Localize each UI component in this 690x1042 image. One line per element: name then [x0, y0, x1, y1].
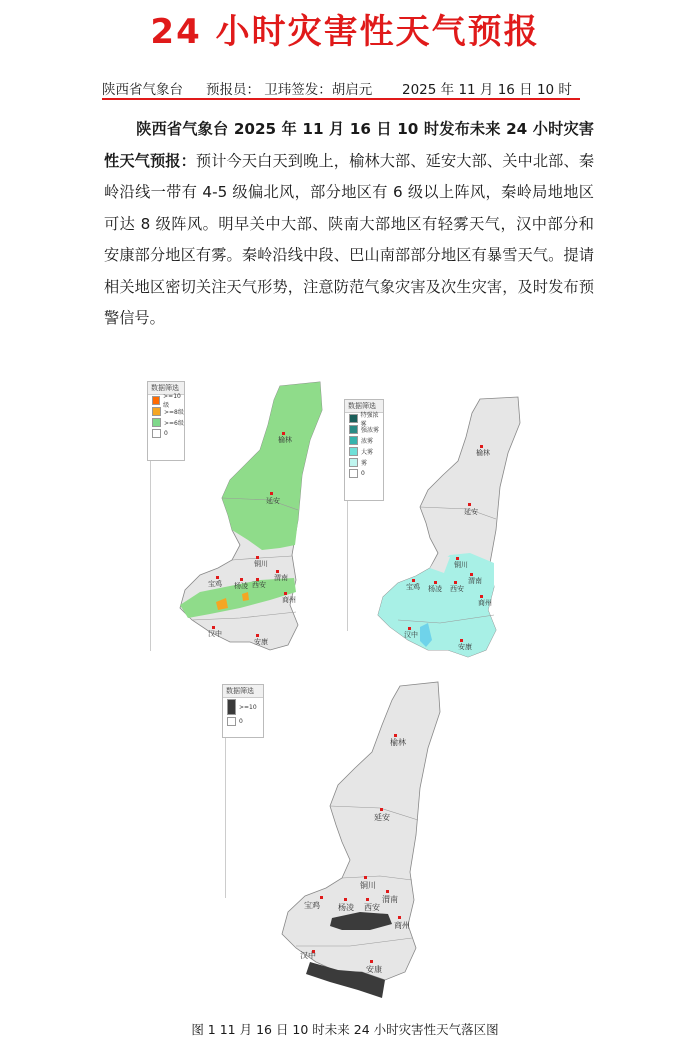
- city-label: 榆林: [476, 449, 490, 457]
- city-label: 杨凌: [338, 903, 354, 912]
- city-label: 商州: [394, 921, 410, 930]
- city-label: 商州: [282, 596, 296, 604]
- legend-item: >=10级: [148, 395, 184, 406]
- forecast-body: [104, 114, 594, 335]
- snow-legend: [222, 684, 264, 738]
- legend-swatch: [349, 447, 358, 456]
- snow-map: [270, 680, 455, 1010]
- legend-item: 浓雾: [345, 435, 383, 446]
- fog-map: [370, 395, 530, 680]
- issue-datetime: 2025 年 11 月 16 日 10 时: [402, 82, 572, 98]
- legend-swatch: [227, 699, 236, 715]
- legend-swatch: [227, 717, 236, 726]
- city-label: 西安: [252, 581, 266, 589]
- city-label: 西安: [450, 585, 464, 593]
- legend-item: 0: [345, 468, 383, 479]
- figure-caption: 图 1 11 月 16 日 10 时未来 24 小时灾害性天气落区图: [191, 1022, 499, 1037]
- city-label: 铜川: [360, 881, 376, 890]
- city-label: 杨凌: [234, 582, 248, 590]
- city-label: 汉中: [300, 951, 316, 960]
- city-label: 安康: [366, 965, 382, 974]
- legend-item: >=8级: [148, 406, 184, 417]
- city-label: 安康: [254, 638, 268, 646]
- legend-divider: [225, 738, 226, 898]
- city-label: 榆林: [278, 436, 292, 444]
- legend-swatch: [152, 429, 161, 438]
- forecaster: 预报员： 卫玮签发：胡启元: [206, 82, 373, 98]
- city-label: 延安: [374, 813, 390, 822]
- legend-item: 雾: [345, 457, 383, 468]
- city-label: 商州: [478, 599, 492, 607]
- legend-item: 0: [223, 716, 263, 727]
- legend-swatch: [152, 396, 160, 405]
- legend-swatch: [349, 458, 358, 467]
- snow-legend-title: 数据筛选: [223, 685, 263, 698]
- legend-swatch: [152, 418, 161, 427]
- page-title: 24 小时灾害性天气预报: [150, 12, 540, 52]
- city-label: 榆林: [390, 738, 406, 747]
- legend-swatch: [349, 436, 358, 445]
- wind-legend-title: 数据筛选: [148, 382, 184, 395]
- legend-item: >=6级: [148, 417, 184, 428]
- legend-item: 特强浓雾: [345, 413, 383, 424]
- agency: 陕西省气象台: [102, 82, 183, 98]
- legend-swatch: [349, 469, 358, 478]
- city-label: 安康: [458, 643, 472, 651]
- city-label: 西安: [364, 903, 380, 912]
- legend-divider: [347, 501, 348, 631]
- city-label: 渭南: [382, 895, 398, 904]
- city-label: 汉中: [208, 630, 222, 638]
- city-label: 铜川: [254, 560, 268, 568]
- province-outline: [282, 682, 440, 980]
- city-label: 杨凌: [428, 585, 442, 593]
- forecast-lead: 陕西省气象台 2025 年 11 月 16 日 10 时发布未来 24 小时灾害性天气预报：: [104, 120, 594, 170]
- header-rule: [102, 98, 580, 100]
- forecast-text: 预计今天白天到晚上，榆林大部、延安大部、关中北部、秦岭沿线一带有 4-5 级偏北风，部分地区有 6 级以上阵风，秦岭局地地区可达 8 级阵风。明早关中大部、陕南大部地区有轻雾天气，汉中部分和安康部分地区有雾。秦岭沿线中段、巴山南部部分地区有暴雪天气。提请相关地区密切关注天气形势，注意防范气象灾害及次生灾害，及时发布预警信号。: [104, 151, 595, 327]
- fog-legend-title: 数据筛选: [345, 400, 383, 413]
- legend-swatch: [349, 414, 358, 423]
- city-label: 渭南: [468, 577, 482, 585]
- legend-item: 强浓雾: [345, 424, 383, 435]
- wind-map: [170, 380, 335, 680]
- city-label: 铜川: [454, 561, 468, 569]
- legend-divider: [150, 461, 151, 651]
- city-label: 延安: [464, 508, 478, 516]
- city-label: 宝鸡: [406, 583, 420, 591]
- city-label: 汉中: [404, 631, 418, 639]
- legend-swatch: [152, 407, 161, 416]
- legend-item: 0: [148, 428, 184, 439]
- city-label: 宝鸡: [304, 901, 320, 910]
- city-label: 渭南: [274, 574, 288, 582]
- legend-item: 大雾: [345, 446, 383, 457]
- legend-swatch: [349, 425, 358, 434]
- city-label: 延安: [266, 497, 280, 505]
- city-label: 宝鸡: [208, 580, 222, 588]
- legend-item: >=10: [223, 698, 263, 716]
